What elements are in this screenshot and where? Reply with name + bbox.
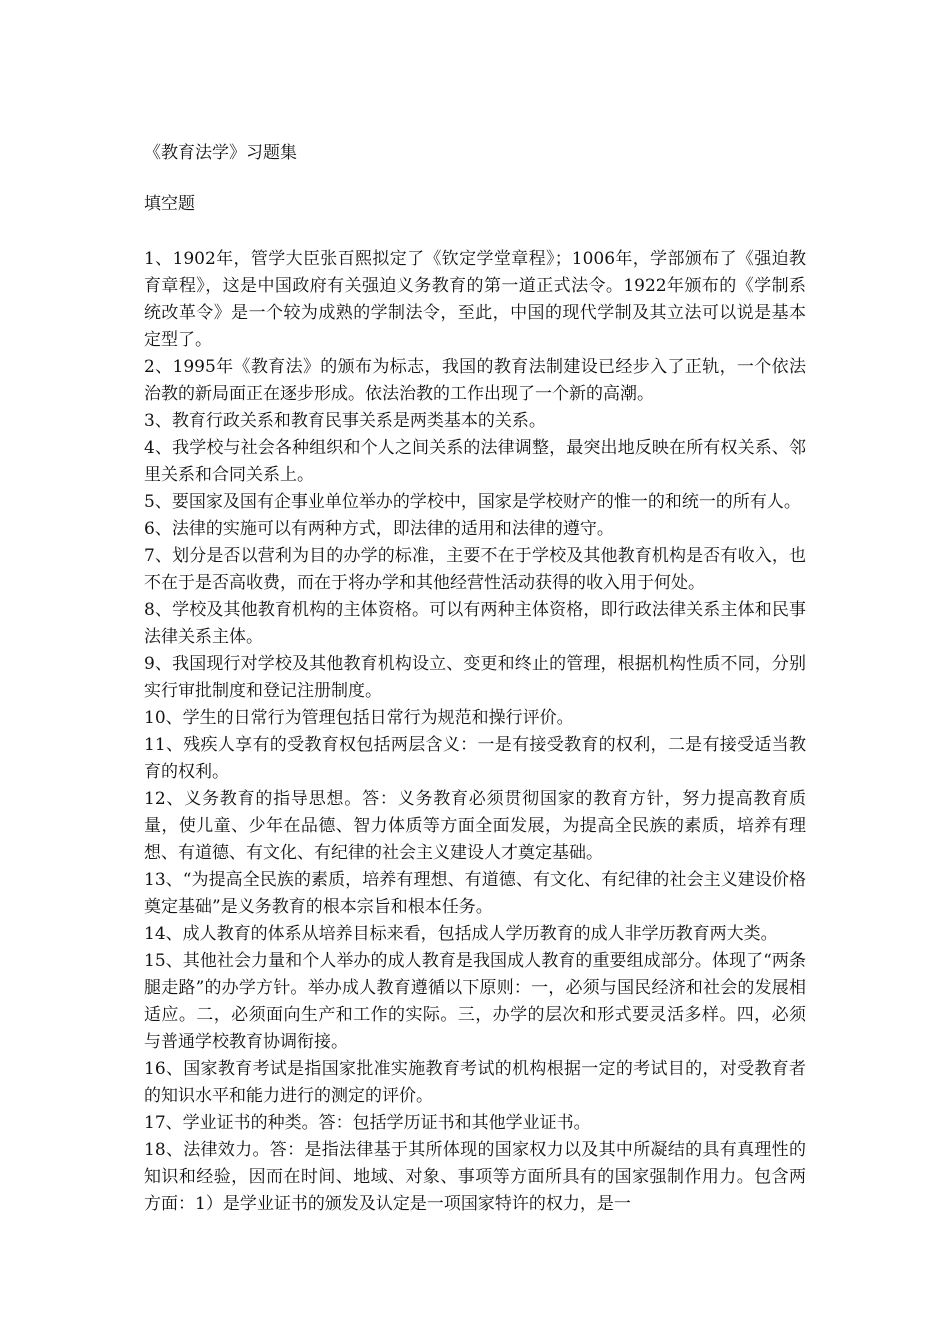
question-item: 5、要国家及国有企事业单位举办的学校中，国家是学校财产的惟一的和统一的所有人。 xyxy=(144,492,801,512)
question-item: 12、义务教育的指导思想。答：义务教育必须贯彻国家的教育方针，努力提高教育质量，使儿童、少年在品德、智力体质等方面全面发展，为提高全民族的素质，培养有理想、有道德、有文化、有纪律的社会主义建设人才奠定基础。 xyxy=(144,789,806,863)
question-item: 2、1995年《教育法》的颁布为标志，我国的教育法制建设已经步入了正轨，一个依法治教的新局面正在逐步形成。依法治教的工作出现了一个新的高潮。 xyxy=(144,357,806,404)
question-item: 16、国家教育考试是指国家批准实施教育考试的机构根据一定的考试目的，对受教育者的知识水平和能力进行的测定的评价。 xyxy=(144,1059,806,1106)
question-item: 14、成人教育的体系从培养目标来看，包括成人学历教育的成人非学历教育两大类。 xyxy=(144,924,778,944)
question-item: 15、其他社会力量和个人举办的成人教育是我国成人教育的重要组成部分。体现了“两条腿走路”的办学方针。举办成人教育遵循以下原则：一，必须与国民经济和社会的发展相适应。二，必须面向生产和工作的实际。三，办学的层次和形式要灵活多样。四，必须与普通学校教育协调衔接。 xyxy=(144,951,806,1052)
question-item: 13、“为提高全民族的素质，培养有理想、有道德、有文化、有纪律的社会主义建设价格奠定基础”是义务教育的根本宗旨和根本任务。 xyxy=(144,870,806,917)
document-page xyxy=(144,138,806,1218)
question-item: 10、学生的日常行为管理包括日常行为规范和操行评价。 xyxy=(144,708,574,728)
question-item: 18、法律效力。答：是指法律基于其所体现的国家权力以及其中所凝结的具有真理性的知识和经验，因而在时间、地域、对象、事项等方面所具有的国家强制作用力。包含两方面：1）是学业证书的颁发及认定是一项国家特许的权力，是一 xyxy=(144,1140,806,1214)
question-item: 4、我学校与社会各种组织和个人之间关系的法律调整，最突出地反映在所有权关系、邻里关系和合同关系上。 xyxy=(144,438,806,485)
question-item: 6、法律的实施可以有两种方式，即法律的适用和法律的遵守。 xyxy=(144,519,614,539)
question-item: 8、学校及其他教育机构的主体资格。可以有两种主体资格，即行政法律关系主体和民事法律关系主体。 xyxy=(144,600,806,647)
question-item: 11、残疾人享有的受教育权包括两层含义：一是有接受教育的权利，二是有接受适当教育的权利。 xyxy=(144,735,806,782)
question-item: 9、我国现行对学校及其他教育机构设立、变更和终止的管理，根据机构性质不同，分别实行审批制度和登记注册制度。 xyxy=(144,654,806,701)
question-item: 17、学业证书的种类。答：包括学历证书和其他学业证书。 xyxy=(144,1113,591,1133)
question-item: 1、1902年，管学大臣张百熙拟定了《钦定学堂章程》；1006年，学部颁布了《强迫教育章程》，这是中国政府有关强迫义务教育的第一道正式法令。1922年颁布的《学制系统改革令》是一个较为成熟的学制法令，至此，中国的现代学制及其立法可以说是基本定型了。 xyxy=(144,249,806,350)
document-title: 《教育法学》习题集 xyxy=(144,143,297,163)
section-title: 填空题 xyxy=(144,194,195,214)
question-item: 7、划分是否以营利为目的办学的标准，主要不在于学校及其他教育机构是否有收入，也不在于是否高收费，而在于将办学和其他经营性活动获得的收入用于何处。 xyxy=(144,546,806,593)
question-item: 3、教育行政关系和教育民事关系是两类基本的关系。 xyxy=(144,411,546,431)
question-list xyxy=(144,246,806,1218)
